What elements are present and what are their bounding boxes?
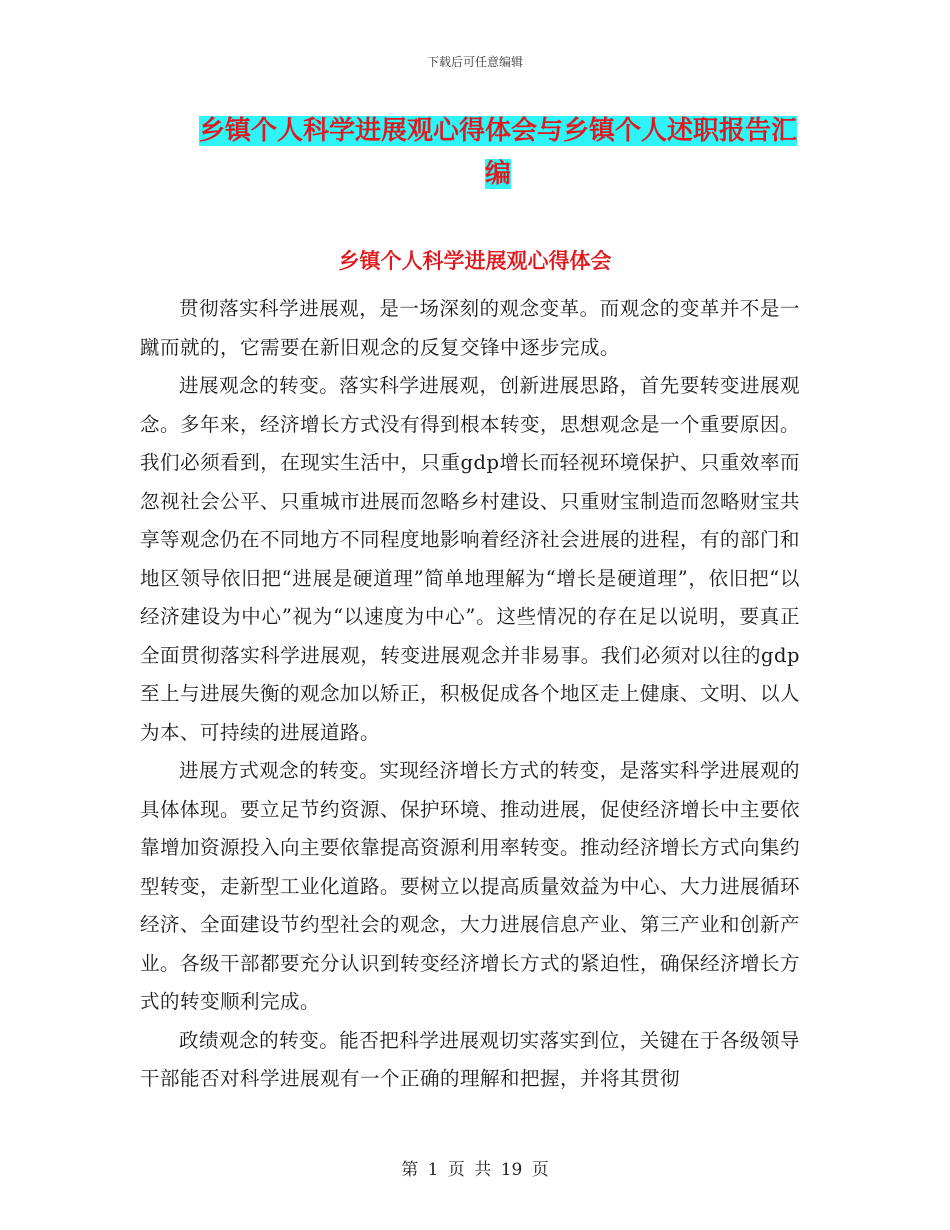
page-number: 第 1 页 共 19 页 xyxy=(401,1160,549,1180)
document-title xyxy=(192,110,804,196)
body-paragraph: 政绩观念的转变。能否把科学进展观切实落实到位，关键在于各级领导干部能否对科学进展观有一个正确的理解和把握，并将其贯彻 xyxy=(140,1028,800,1090)
section-heading: 乡镇个人科学进展观心得体会 xyxy=(338,249,612,273)
document-title-text: 乡镇个人科学进展观心得体会与乡镇个人述职报告汇编 xyxy=(198,116,797,189)
page-header-note: 下载后可任意编辑 xyxy=(426,55,523,69)
body-paragraph: 进展观念的转变。落实科学进展观，创新进展思路，首先要转变进展观念。多年来，经济增长方式没有得到根本转变，思想观念是一个重要原因。我们必须看到，在现实生活中，只重gdp增长而轻视环境保护、只重效率而忽视社会公平、只重城市进展而忽略乡村建设、只重财宝制造而忽略财宝共享等观念仍在不同地方不同程度地影响着经济社会进展的进程，有的部门和地区领导依旧把“进展是硬道理”简单地理解为“增长是硬道理”，依旧把“以经济建设为中心”视为“以速度为中心”。这些情况的存在足以说明，要真正全面贯彻落实科学进展观，转变进展观念并非易事。我们必须对以往的gdp至上与进展失衡的观念加以矫正，积极促成各个地区走上健康、文明、以人为本、可持续的进展道路。 xyxy=(140,374,801,744)
body-paragraph: 贯彻落实科学进展观，是一场深刻的观念变革。而观念的变革并不是一蹴而就的，它需要在新旧观念的反复交锋中逐步完成。 xyxy=(140,297,800,359)
document-body xyxy=(140,290,800,1099)
body-paragraph: 进展方式观念的转变。实现经济增长方式的转变，是落实科学进展观的具体体现。要立足节约资源、保护环境、推动进展，促使经济增长中主要依靠增加资源投入向主要依靠提高资源利用率转变。推动经济增长方式向集约型转变，走新型工业化道路。要树立以提高质量效益为中心、大力进展循环经济、全面建设节约型社会的观念，大力进展信息产业、第三产业和创新产业。各级干部都要充分认识到转变经济增长方式的紧迫性，确保经济增长方式的转变顺利完成。 xyxy=(140,759,801,1013)
